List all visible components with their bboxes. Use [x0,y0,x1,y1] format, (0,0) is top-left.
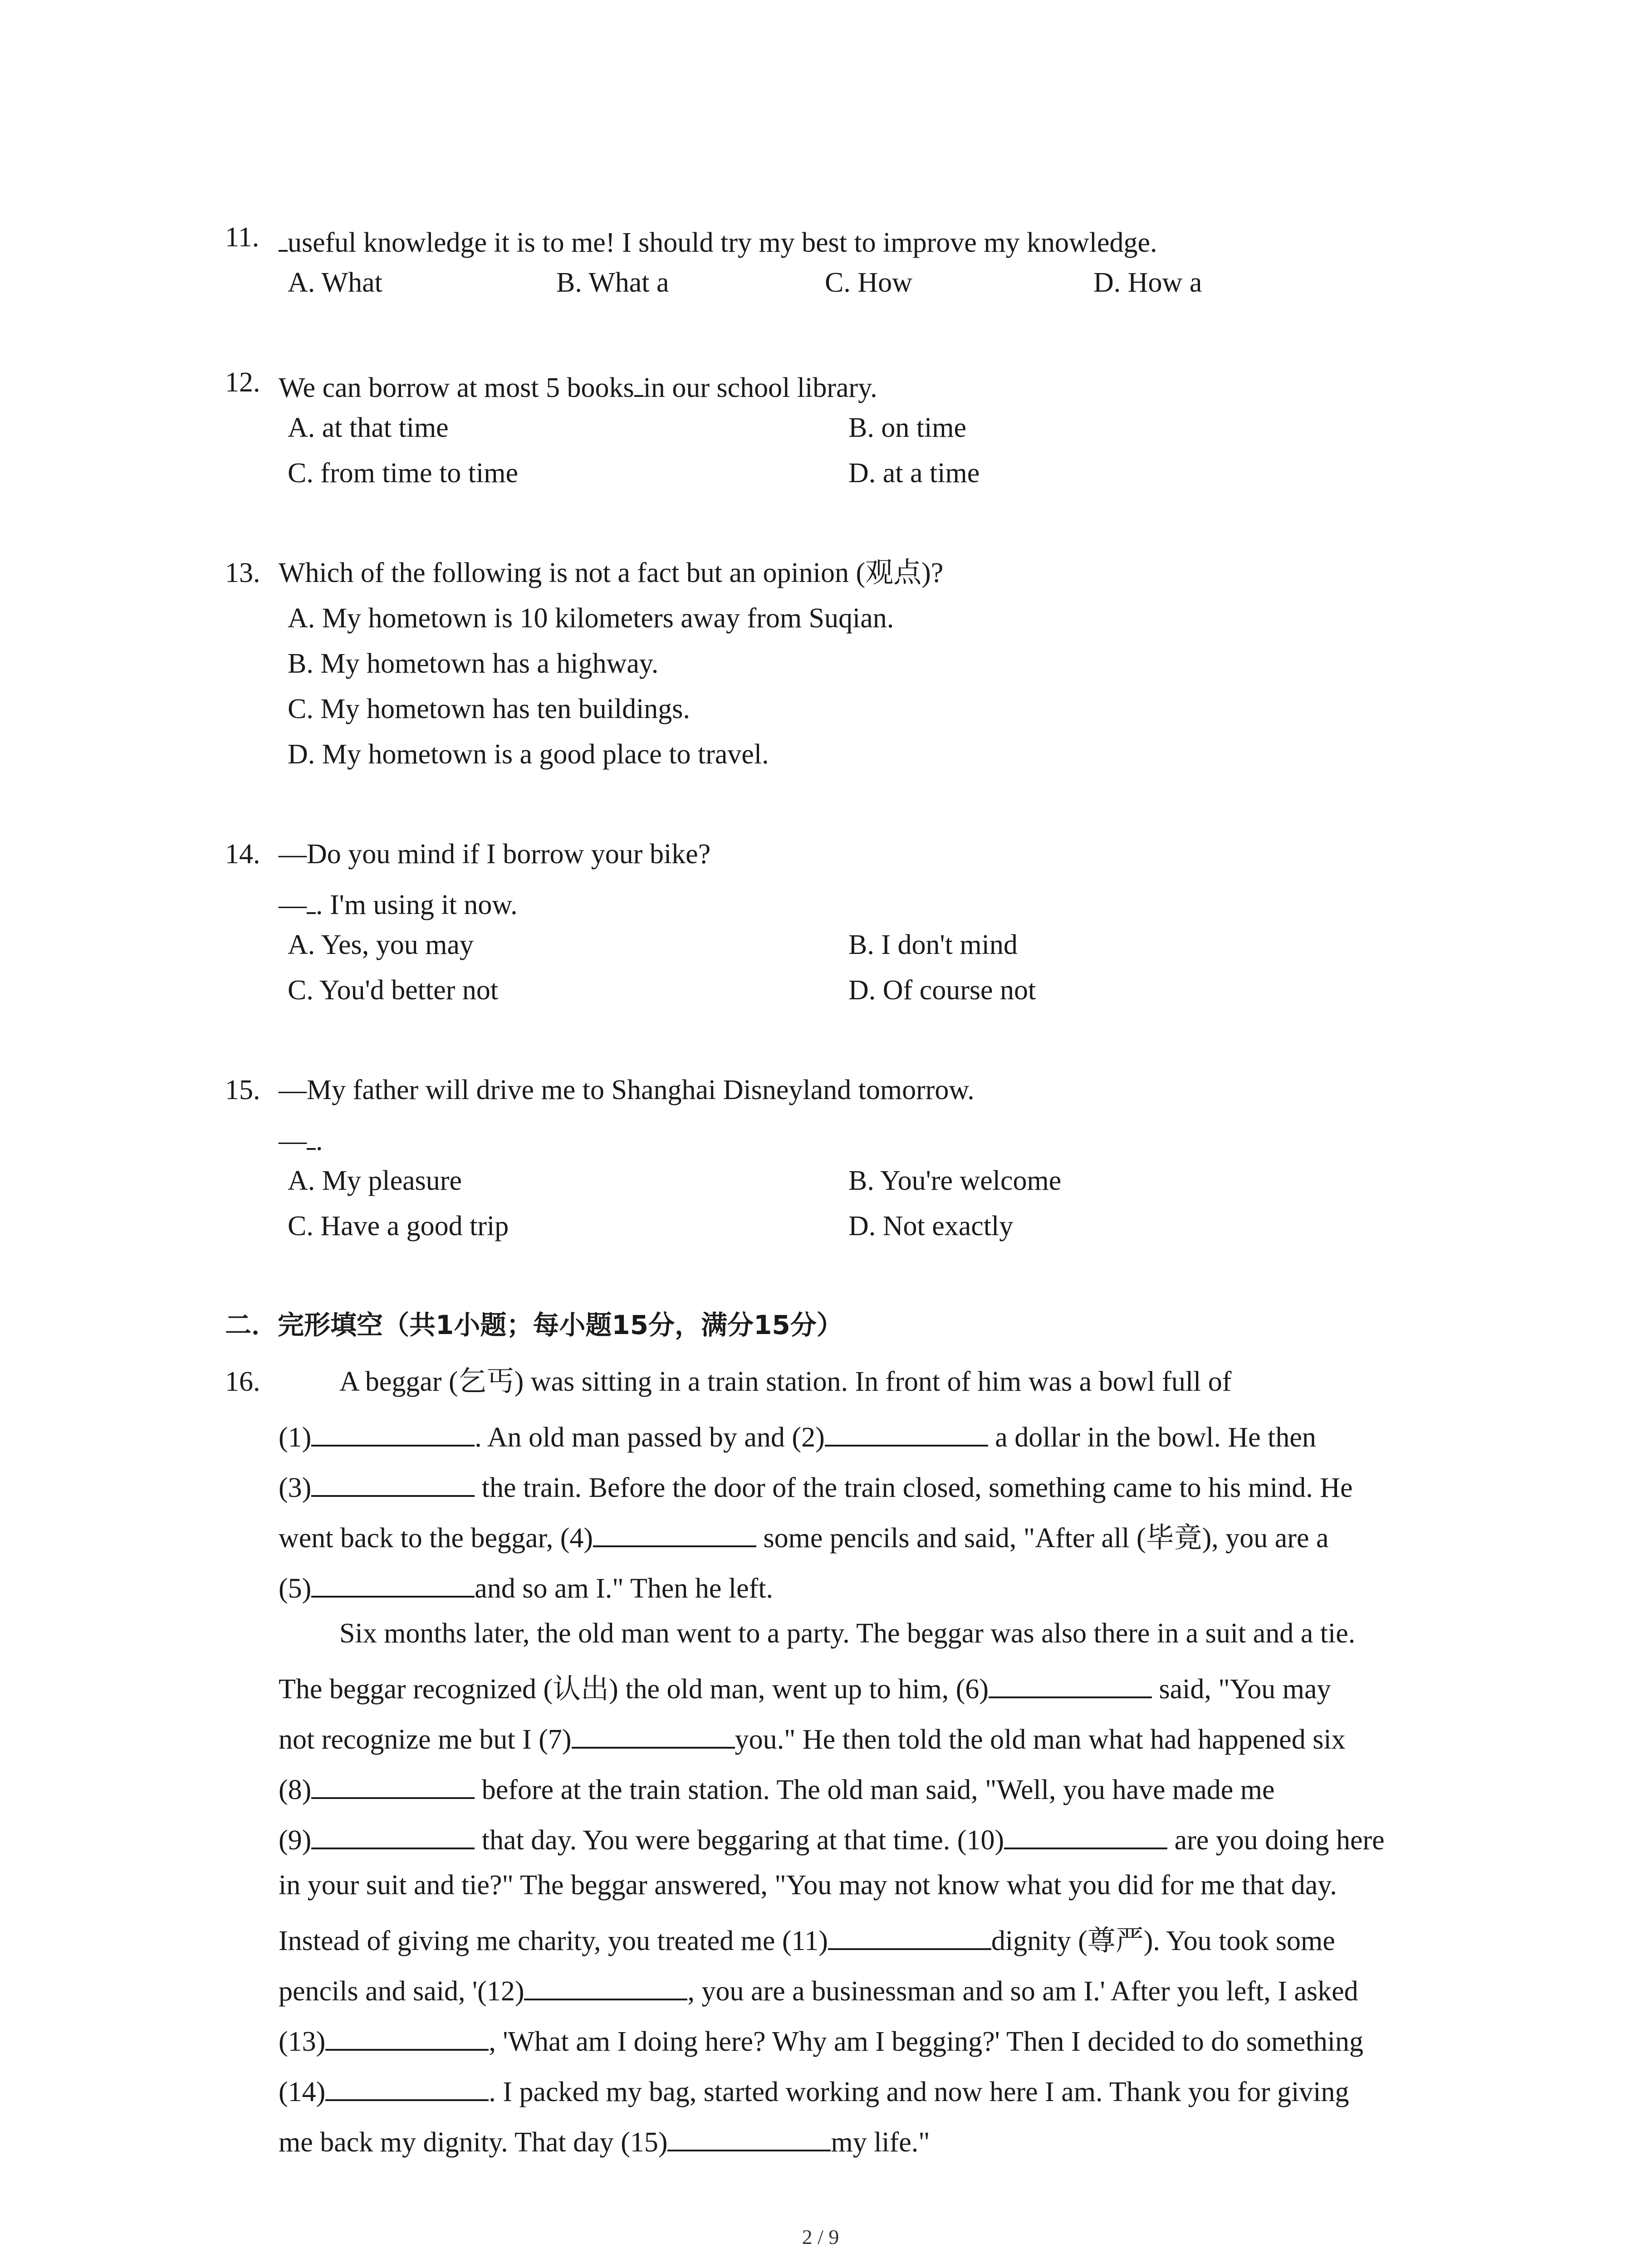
cloze-text: (3) [279,1472,312,1503]
option-b: B. You're welcome [848,1165,1062,1196]
option-a: A. Yes, you may [288,929,474,960]
question-number: 13. [225,557,260,588]
cloze-text: pencils and said, '(12) [279,1975,524,2007]
cloze-text: before at the train station. The old man said, "Well, you have made me [475,1774,1275,1805]
cloze-text: Instead of giving me charity, you treated me (11) [279,1925,828,1956]
cloze-text: dignity (尊严). You took some [991,1925,1335,1956]
cloze-line [279,1921,1335,1955]
cloze-text: (5) [279,1573,312,1604]
cloze-blank [572,1720,735,1749]
cloze-blank [1004,1821,1167,1849]
option-d: D. Of course not [848,975,1036,1006]
cloze-blank [311,1569,475,1598]
option-c: C. You'd better not [288,975,499,1006]
question-reply: — . I'm using it now. [279,885,518,919]
cloze-line [279,2072,1349,2106]
cloze-line [279,2022,1363,2056]
option-c: C. Have a good trip [288,1211,509,1242]
page-number: 2 / 9 [802,2225,839,2248]
option-d: D. My hometown is a good place to travel. [288,739,769,770]
answer-blank [634,368,643,397]
cloze-text: (14) [279,2076,326,2107]
cloze-text: some pencils and said, "After all (毕竟), you are a [756,1522,1329,1554]
cloze-text: my life." [831,2126,930,2158]
cloze-text: . I packed my bag, started working and now here I am. Thank you for giving [489,2076,1349,2107]
option-b: B. My hometown has a highway. [288,648,659,679]
cloze-line [279,1468,1353,1502]
answer-blank [307,1121,316,1150]
cloze-blank [311,1468,475,1497]
cloze-blank [828,1921,991,1950]
cloze-text: , you are a businessman and so am I.' After you left, I asked [687,1975,1358,2007]
option-a: A. My hometown is 10 kilometers away from Suqian. [288,603,894,634]
cloze-line [279,1770,1275,1804]
question-stem: —My father will drive me to Shanghai Disneyland tomorrow. [279,1075,975,1105]
cloze-blank [667,2123,831,2151]
cloze-text: a dollar in the bowl. He then [988,1422,1316,1453]
cloze-line [279,1821,1385,1854]
answer-blank [279,223,288,252]
option-c: C. from time to time [288,458,518,489]
cloze-blank [311,1418,475,1447]
question-number: 15. [225,1075,260,1105]
question-stem: Which of the following is not a fact but an opinion (观点)? [279,557,944,588]
cloze-line [279,1569,773,1603]
cloze-text: The beggar recognized (认出) the old man, went up to him, (6) [279,1673,989,1705]
cloze-line [339,1619,1355,1647]
cloze-line [279,1519,1329,1552]
cloze-line [339,1368,1231,1396]
option-a: A. What [288,267,382,298]
option-c: C. My hometown has ten buildings. [288,694,690,724]
question-number: 14. [225,839,260,870]
cloze-line [279,1418,1316,1452]
cloze-blank [325,2022,489,2051]
cloze-blank [311,1770,475,1799]
question-stem: useful knowledge it is to me! I should try my best to improve my knowledge. [279,223,1157,257]
option-a: A. at that time [288,412,449,443]
cloze-text: went back to the beggar, (4) [279,1522,593,1554]
option-b: B. I don't mind [848,929,1018,960]
cloze-blank [325,2072,489,2101]
question-reply: — . [279,1121,323,1155]
cloze-text: (8) [279,1774,312,1805]
answer-blank [307,885,316,914]
option-b: B. What a [556,267,669,298]
cloze-text: Six months later, the old man went to a party. The beggar was also there in a suit and a tie. [339,1618,1356,1649]
question-number: 12. [225,367,260,398]
cloze-text: me back my dignity. That day (15) [279,2126,668,2158]
cloze-text: A beggar (乞丐) was sitting in a train station. In front of him was a bowl full of [339,1366,1232,1397]
cloze-line [279,2123,930,2156]
question-number: 16. [225,1366,260,1397]
cloze-blank [989,1670,1152,1698]
cloze-text: not recognize me but I (7) [279,1724,572,1755]
cloze-text: you." He then told the old man what had happened six [735,1724,1346,1755]
cloze-blank [311,1821,475,1849]
cloze-text: and so am I." Then he left. [475,1573,774,1604]
cloze-text: , 'What am I doing here? Why am I begging?' Then I decided to do something [489,2026,1364,2057]
option-b: B. on time [848,412,967,443]
section-heading: 二．完形填空（共1小题；每小题15分，满分15分） [225,1310,843,1340]
cloze-line [279,1670,1331,1703]
cloze-text: in your suit and tie?" The beggar answered, "You may not know what you did for me that day. [279,1870,1337,1901]
question-number: 11. [225,222,260,253]
cloze-blank [825,1418,988,1447]
cloze-line [279,1720,1346,1754]
cloze-line [279,1871,1337,1899]
option-d: D. Not exactly [848,1211,1014,1242]
option-a: A. My pleasure [288,1165,462,1196]
cloze-text: said, "You may [1152,1673,1331,1705]
question-stem: —Do you mind if I borrow your bike? [279,839,711,870]
cloze-text: the train. Before the door of the train closed, something came to his mind. He [475,1472,1353,1503]
option-c: C. How [825,267,912,298]
cloze-text: (13) [279,2026,326,2057]
cloze-text: are you doing here [1167,1824,1385,1856]
cloze-blank [524,1972,687,2000]
cloze-text: . An old man passed by and (2) [475,1422,825,1453]
option-d: D. at a time [848,458,980,489]
question-stem: We can borrow at most 5 books in our school library. [279,368,877,402]
cloze-text: (9) [279,1824,312,1856]
cloze-text: that day. You were beggaring at that time. (10) [475,1824,1004,1856]
cloze-line [279,1972,1358,2005]
cloze-blank [593,1519,756,1547]
cloze-text: (1) [279,1422,312,1453]
option-d: D. How a [1093,267,1202,298]
